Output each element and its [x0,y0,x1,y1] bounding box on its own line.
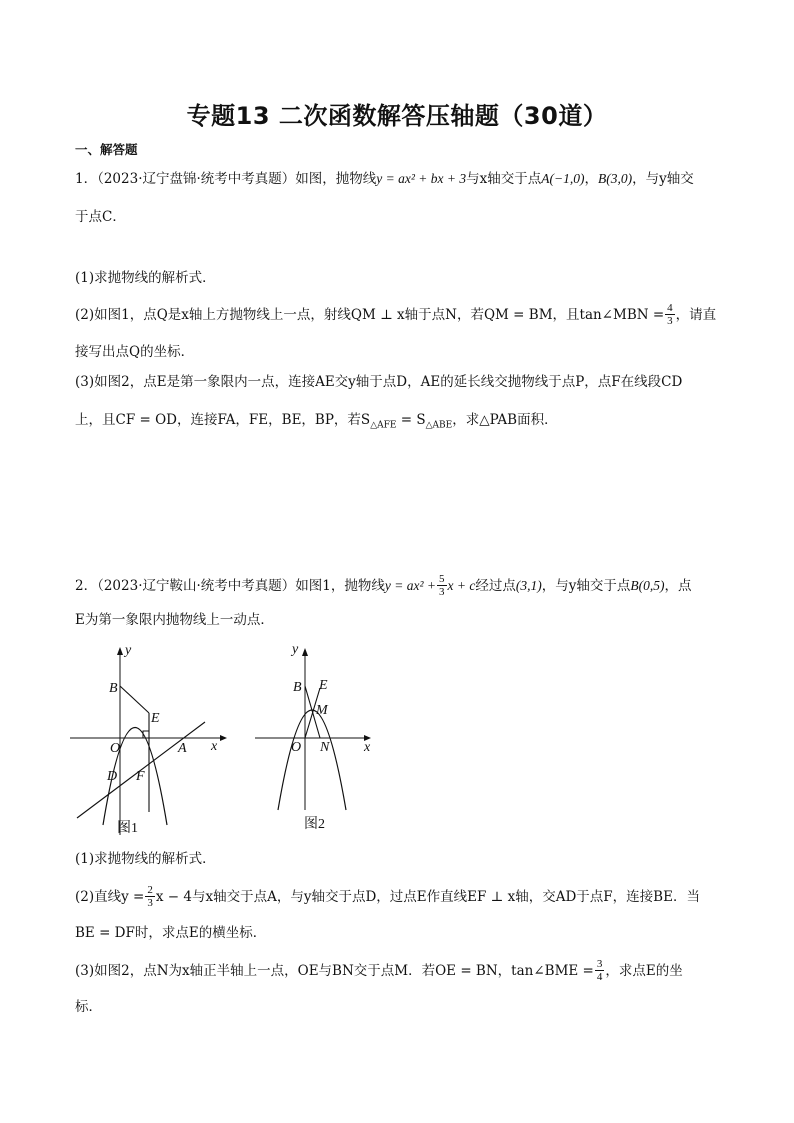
q2-part-3: (3)如图2，点N为x轴正半轴上一点，OE与BN交于点M．若OE = BN，tan∠BME = $\frac{3}{4}$ ，求点E的坐 [75,958,683,983]
q2-line-2: E为第一象限内抛物线上一动点． [75,612,274,628]
q2-point-b: B(0,5) [630,578,665,593]
q2-fraction: $\frac{5}{3}$ [439,573,445,598]
q2-point: (3,1) [515,578,542,593]
q1-fraction: $\frac{4}{3}$ [667,302,673,327]
fig1-label-y: y [125,643,132,658]
fig2-label-b: B [293,680,302,695]
q1-part-1: (1)求抛物线的解析式． [75,270,216,286]
fig2-label-m: M [316,703,328,718]
q1-point-b: B(3,0) [598,171,633,186]
fig1-segment-be [120,686,149,713]
q1-part-3: (3)如图2，点E是第一象限内一点，连接AE交y轴于点D，AE的延长线交抛物线于点P，点F在线段CD [75,374,683,390]
q2-part-1: (1)求抛物线的解析式． [75,851,216,867]
fig2-label-o: O [291,740,302,755]
q1-part-2-cont: 接写出点Q的坐标． [75,344,195,360]
fig1-label-e: E [151,711,160,726]
q2-line-1: 2．（2023·辽宁鞍山·统考中考真题）如图1，抛物线y = ax² + $\frac{5}{3}$ x + c经过点(3,1)，与y轴交于点B(0,5)，点 [75,573,692,598]
fig2-caption: 图2 [304,817,325,832]
q2-part-2: (2)直线y = $\frac{2}{3}$ x − 4与x轴交于点A，与y轴交于点D，过点E作直线EF ⊥ x轴，交AD于点F，连接BE．当 [75,884,700,909]
fig2-label-e: E [319,678,328,693]
q1-point-a: A(−1,0) [541,171,585,186]
fig2-label-x: x [364,740,371,755]
q2-part3-fraction: $\frac{3}{4}$ [596,958,603,983]
figure-1 [65,640,230,840]
q1-equation: y = ax² + bx + 3 [376,171,467,186]
q1-part-2: (2)如图1，点Q是x轴上方抛物线上一点，射线QM ⊥ x轴于点N，若QM = BM，且tan∠MBN = $\frac{4}{3}$ ，请直 [75,302,717,327]
q1-line-2: 于点C． [75,209,126,225]
fig1-x-arrow [220,735,227,741]
q1-line-1: 1．（2023·辽宁盘锦·统考中考真题）如图，抛物线y = ax² + bx + 3与x轴交于点A(−1,0)，B(3,0)，与y轴交 [75,171,694,187]
q2-part2-fraction: $\frac{2}{3}$ [147,884,153,909]
fig2-label-y: y [292,642,299,657]
figure-2 [250,640,380,835]
fig2-y-arrow [302,648,308,656]
q2-part-2-cont: BE = DF时，求点E的横坐标． [75,925,267,941]
q2-part-3-cont: 标． [75,999,102,1015]
fig2-parabola [278,710,346,810]
fig1-y-arrow [117,647,123,655]
fig1-label-d: D [107,769,118,784]
page-title: 专题13 二次函数解答压轴题（30道） [186,102,608,130]
fig1-label-f: F [136,769,145,784]
fig2-label-n: N [320,740,330,755]
fig1-label-a: A [178,741,187,756]
q1-part-3-cont: 上，且CF = OD，连接FA，FE，BE，BP，若$S_{\triangle AFE} = S_{\triangle ABE}$，求△PAB面积． [75,412,558,431]
section-heading: 一、解答题 [75,142,138,157]
fig1-label-b: B [109,681,118,696]
fig1-label-o: O [110,741,121,756]
fig1-label-x: x [211,739,218,754]
fig1-caption: 图1 [117,821,138,836]
